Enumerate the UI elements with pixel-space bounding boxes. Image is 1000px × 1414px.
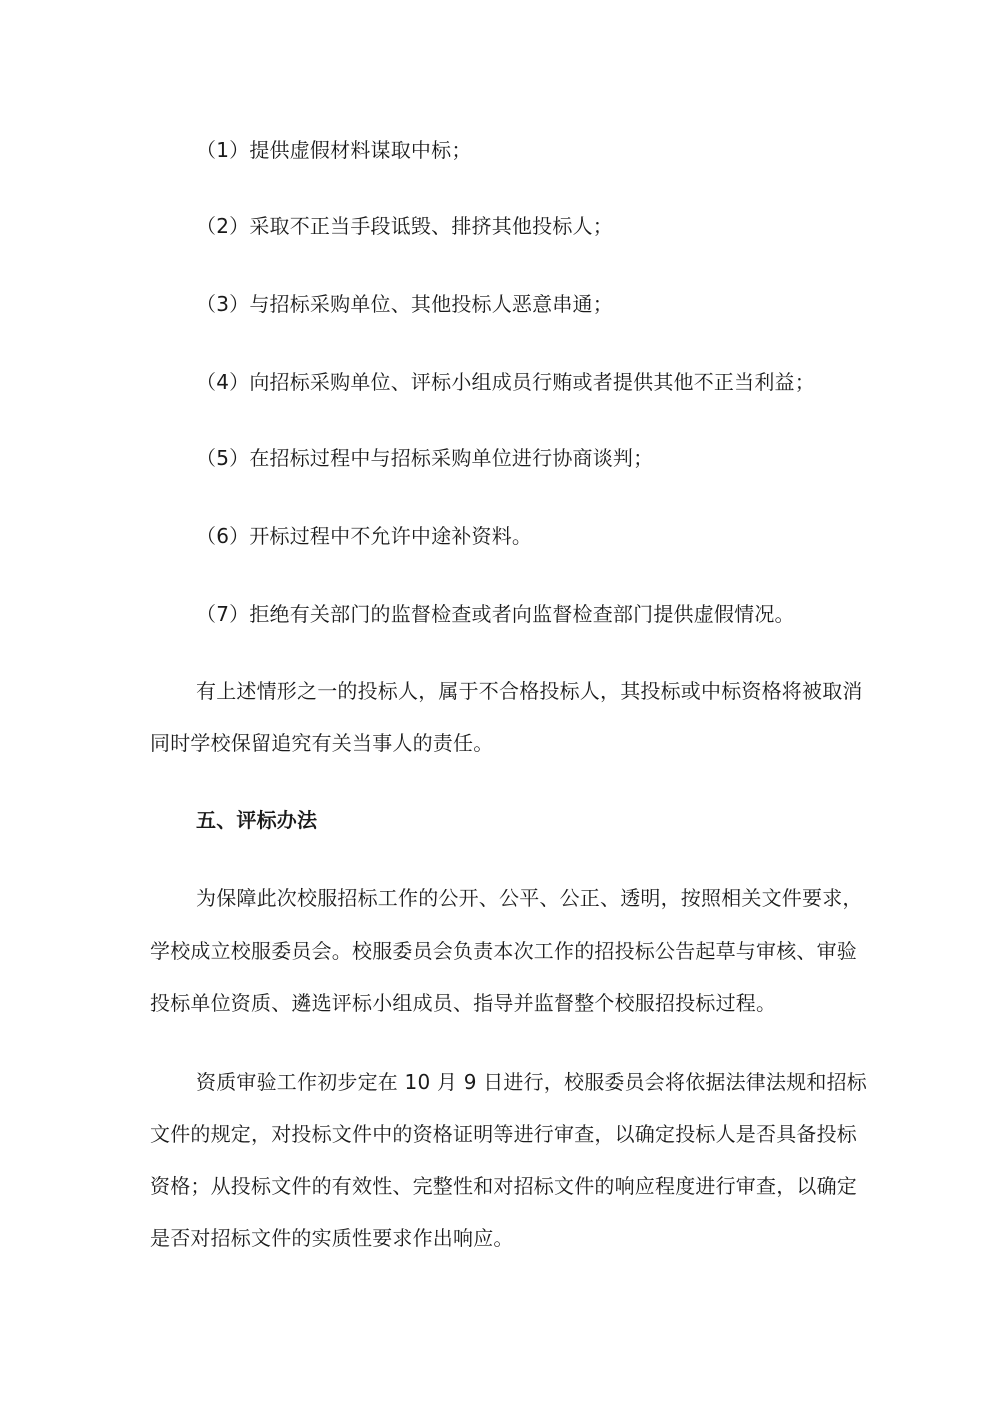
paragraph-line: 学校成立校服委员会。校服委员会负责本次工作的招投标公告起草与审核、审验 [150,939,857,963]
paragraph-line: 投标单位资质、遴选评标小组成员、指导并监督整个校服招投标过程。 [150,991,777,1015]
note-paragraph-line: 同时学校保留追究有关当事人的责任。 [150,731,494,755]
list-item: （1）提供虚假材料谋取中标； [196,138,472,162]
list-item: （4）向招标采购单位、评标小组成员行贿或者提供其他不正当利益； [196,370,815,394]
list-item: （7）拒绝有关部门的监督检查或者向监督检查部门提供虚假情况。 [196,602,795,626]
paragraph-line: 是否对招标文件的实质性要求作出响应。 [150,1226,514,1250]
paragraph-line: 为保障此次校服招标工作的公开、公平、公正、透明，按照相关文件要求， [196,886,863,910]
list-item: （6）开标过程中不允许中途补资料。 [196,524,533,548]
list-item: （3）与招标采购单位、其他投标人恶意串通； [196,292,613,316]
list-item: （5）在招标过程中与招标采购单位进行协商谈判； [196,446,654,470]
paragraph-line: 资质审验工作初步定在 10 月 9 日进行，校服委员会将依据法律法规和招标 [196,1070,868,1094]
list-item: （2）采取不正当手段诋毁、排挤其他投标人； [196,214,613,238]
paragraph-line: 资格；从投标文件的有效性、完整性和对招标文件的响应程度进行审查，以确定 [150,1174,857,1198]
paragraph-line: 文件的规定，对投标文件中的资格证明等进行审查，以确定投标人是否具备投标 [150,1122,857,1146]
section-heading: 五、评标办法 [196,808,318,832]
note-paragraph-line: 有上述情形之一的投标人，属于不合格投标人，其投标或中标资格将被取消 [196,679,863,703]
